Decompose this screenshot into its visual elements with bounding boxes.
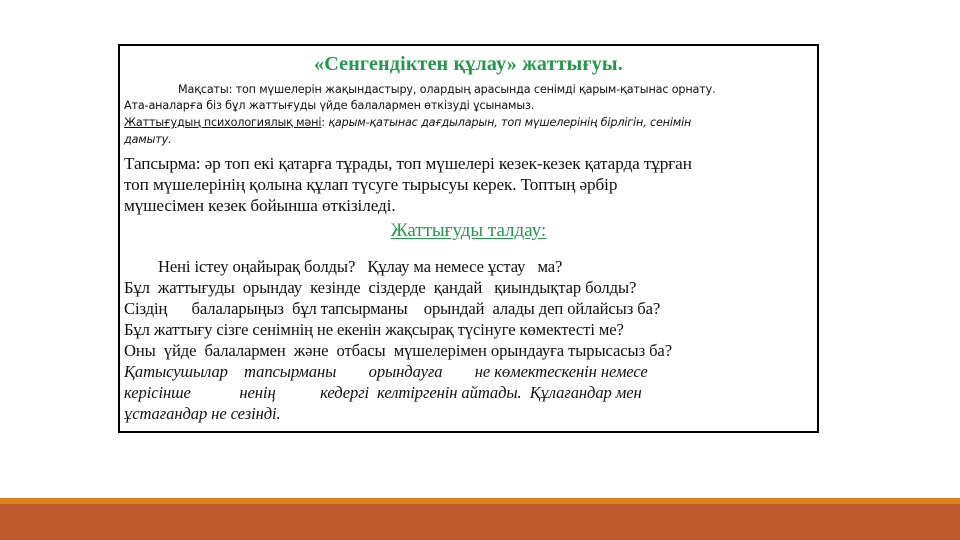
psychological-meaning-text-1: қарым-қатынас дағдыларын, топ мүшелерінің бірлігін, сенімін	[324, 116, 692, 129]
analysis-questions	[124, 256, 672, 424]
psychological-meaning-label: Жаттығудың психологиялық мәні	[124, 116, 322, 129]
question-line: Бұл жаттығуды орындау кезінде сіздерде қандай қиындықтар болды?	[124, 278, 637, 297]
question-line: Нені істеу оңайырақ болды? Құлау ма немесе ұстау ма?	[158, 257, 563, 276]
task-line: Тапсырма: әр топ екі қатарға тұрады, топ мүшелері кезек-кезек қатарда тұрған	[124, 154, 692, 173]
exercise-title: «Сенгендіктен құлау» жаттығуы.	[314, 53, 623, 75]
conclusion-line: ұстағандар не сезінді.	[124, 404, 281, 423]
conclusion-line: Қатысушылар тапсырманы орындауға не көмектескенін немесе	[124, 362, 648, 381]
question-line: Бұл жаттығу сізге сенімнің не екенін жақсырақ түсінуге көмектесті ме?	[124, 320, 624, 339]
conclusion-line: керісінше ненің кедергі келтіргенін айтады. Құлағандар мен	[124, 383, 642, 402]
question-line: Сіздің балаларыңыз бұл тапсырманы орындай алады деп ойлайсыз ба?	[124, 299, 661, 318]
question-line: Оны үйде балалармен және отбасы мүшелерімен орындауға тырысасыз ба?	[124, 341, 672, 360]
goal-line-2: Ата-аналарға біз бұл жаттығуды үйде балалармен өткізуді ұсынамыз.	[124, 99, 535, 112]
psychological-meaning-text-2: дамыту.	[124, 133, 172, 146]
task-paragraph	[124, 153, 692, 216]
task-line: мүшесімен кезек бойынша өткізіледі.	[124, 196, 396, 215]
footer-bar	[0, 504, 960, 540]
psychological-meaning-line	[124, 115, 813, 131]
task-line: топ мүшелерінің қолына құлап түсуге тырысуы керек. Топтың әрбір	[124, 175, 618, 194]
goal-line-1	[124, 82, 813, 98]
meaning-colon: :	[321, 116, 325, 129]
goal-text-1: Мақсаты: топ мүшелерін жақындастыру, олардың арасында сенімді қарым-қатынас орнату.	[178, 83, 716, 96]
analysis-heading: Жаттығуды талдау:	[390, 220, 547, 241]
exercise-text-box	[118, 44, 819, 433]
